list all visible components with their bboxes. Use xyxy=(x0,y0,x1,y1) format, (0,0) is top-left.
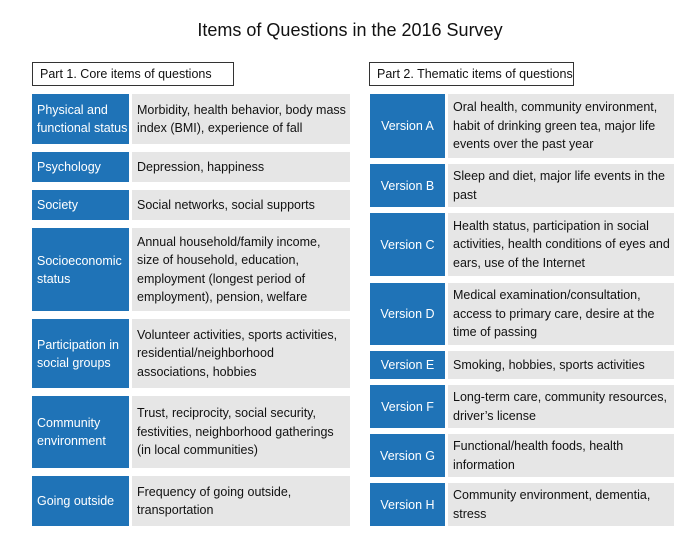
core-row-socioeconomic xyxy=(32,228,350,311)
core-label: Socioeconomic status xyxy=(32,228,129,311)
core-desc: Social networks, social supports xyxy=(132,190,350,220)
version-label: Version E xyxy=(370,351,445,379)
version-label: Version F xyxy=(370,385,445,428)
core-row-society xyxy=(32,190,350,220)
core-row-physical xyxy=(32,94,350,144)
part1-header: Part 1. Core items of questions xyxy=(32,62,234,86)
version-desc: Medical examination/consultation, access to primary care, desire at the time of passing xyxy=(448,283,674,345)
diagram-title: Items of Questions in the 2016 Survey xyxy=(197,20,503,40)
core-row-community xyxy=(32,396,350,468)
version-row-c xyxy=(370,213,674,276)
version-row-e xyxy=(370,351,674,379)
version-row-d xyxy=(370,283,674,345)
version-label: Version G xyxy=(370,434,445,477)
core-desc: Volunteer activities, sports activities, residential/neighborhood associations, hobbies xyxy=(132,319,350,388)
core-row-going-outside xyxy=(32,476,350,526)
core-desc: Morbidity, health behavior, body mass index (BMI), experience of fall xyxy=(132,94,350,144)
core-label: Participation in social groups xyxy=(32,319,129,388)
version-row-a xyxy=(370,94,674,158)
version-label: Version A xyxy=(370,94,445,158)
core-desc: Trust, reciprocity, social security, festivities, neighborhood gatherings (in local communities) xyxy=(132,396,350,468)
version-desc: Long-term care, community resources, driver’s license xyxy=(448,385,674,428)
version-desc: Functional/health foods, health information xyxy=(448,434,674,477)
part2-header: Part 2. Thematic items of questions xyxy=(369,62,574,86)
version-desc: Community environment, dementia, stress xyxy=(448,483,674,526)
core-desc: Annual household/family income, size of household, education, employment (longest period of employment), pension, welfare xyxy=(132,228,350,311)
core-row-psychology xyxy=(32,152,350,182)
version-row-g xyxy=(370,434,674,477)
version-row-h xyxy=(370,483,674,526)
version-label: Version H xyxy=(370,483,445,526)
version-desc: Sleep and diet, major life events in the past xyxy=(448,164,674,207)
version-desc: Oral health, community environment, habit of drinking green tea, major life events over the past year xyxy=(448,94,674,158)
core-row-participation xyxy=(32,319,350,388)
core-desc: Frequency of going outside, transportation xyxy=(132,476,350,526)
version-desc: Health status, participation in social activities, health conditions of eyes and ears, use of the Internet xyxy=(448,213,674,276)
core-label: Community environment xyxy=(32,396,129,468)
version-desc: Smoking, hobbies, sports activities xyxy=(448,351,674,379)
core-label: Society xyxy=(32,190,129,220)
version-label: Version D xyxy=(370,283,445,345)
core-label: Physical and functional status xyxy=(32,94,129,144)
version-label: Version C xyxy=(370,213,445,276)
core-label: Going outside xyxy=(32,476,129,526)
core-desc: Depression, happiness xyxy=(132,152,350,182)
core-label: Psychology xyxy=(32,152,129,182)
version-row-b xyxy=(370,164,674,207)
version-label: Version B xyxy=(370,164,445,207)
version-row-f xyxy=(370,385,674,428)
